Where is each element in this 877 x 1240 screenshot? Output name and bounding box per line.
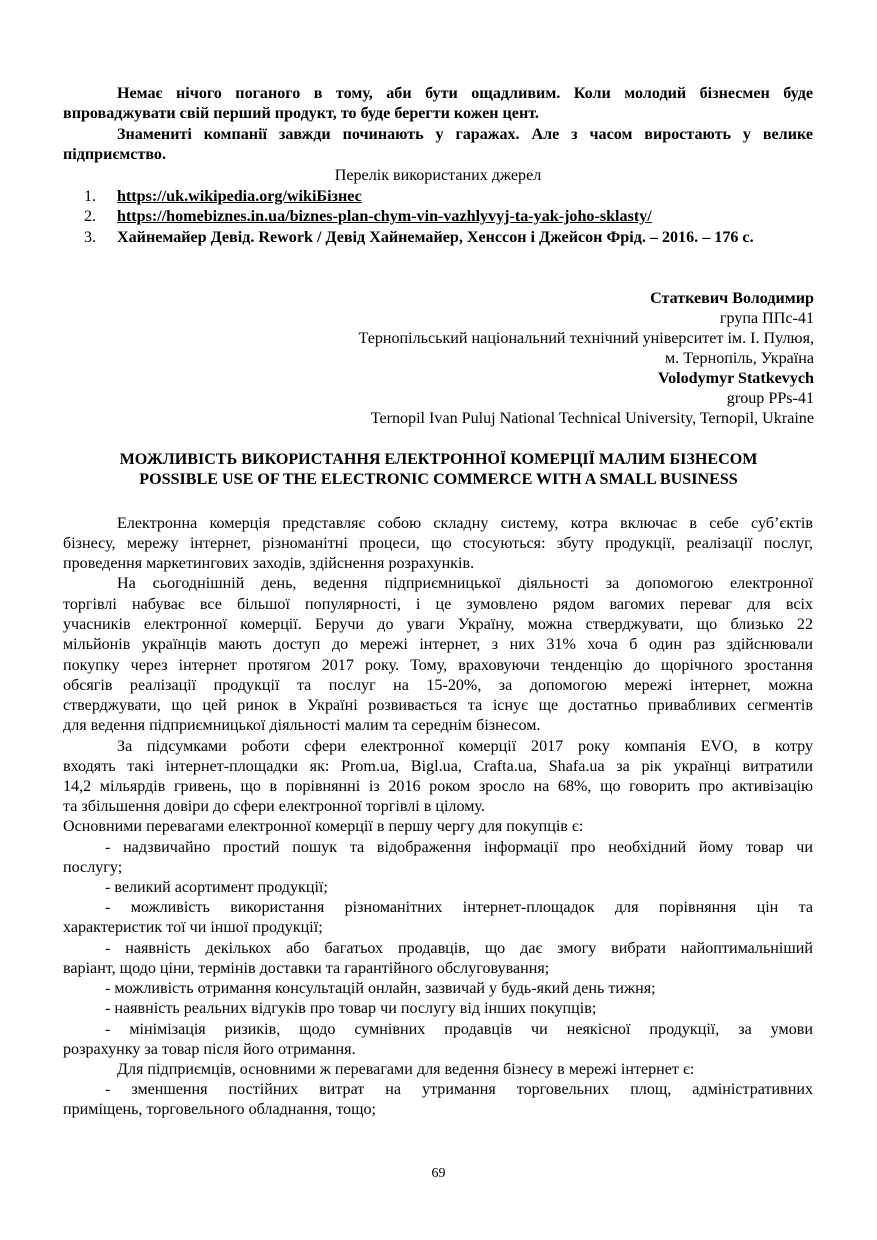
body-line: та збільшення довіри до сфери електронної торгівлі в цілому. — [63, 798, 485, 815]
body-line: бізнесу, мережу інтернет, різноманітні процеси, що стосуються: збуту продукції, реалізації послуг, — [63, 535, 813, 552]
list-item: - можливість отримання консультацій онлайн, зазвичай у будь-який день тижня; — [105, 980, 656, 997]
body-line: проведення маркетингових заходів, здійснення розрахунків. — [63, 555, 475, 572]
body-line: мільйонів українців мають доступ до мережі інтернет, з них 31% хоча б один раз здійснювали — [63, 636, 813, 653]
source-number-3: 3. — [84, 229, 97, 246]
author-university-en: Ternopil Ivan Puluj National Technical University, Ternopil, Ukraine — [370, 410, 814, 427]
source-text-3: Хайнемайер Девід. Rework / Девід Хайнемайер, Хенссон і Джейсон Фрід. – 2016. – 176 с. — [117, 229, 754, 246]
source-link-1[interactable]: https://uk.wikipedia.org/wikiБізнес — [117, 188, 362, 205]
page-number: 69 — [431, 1166, 446, 1181]
list-item: - зменшення постійних витрат на утримання торговельних площ, адміністративних — [105, 1081, 813, 1098]
body-line: характеристик тої чи іншої продукції; — [63, 919, 323, 936]
author-group-ua: група ППс-41 — [719, 310, 814, 327]
article-title-en: POSSIBLE USE OF THE ELECTRONIC COMMERCE WITH A SMALL BUSINESS — [139, 471, 738, 488]
author-name-ua: Статкевич Володимир — [650, 290, 814, 307]
list-item: - надзвичайно простий пошук та відображення інформації про необхідний йому товар чи — [105, 839, 813, 856]
body-line: На сьогоднішній день, ведення підприємницької діяльності за допомогою електронної — [117, 575, 813, 592]
article-title-ua: МОЖЛИВІСТЬ ВИКОРИСТАННЯ ЕЛЕКТРОННОЇ КОМЕРЦІЇ МАЛИМ БІЗНЕСОМ — [119, 451, 758, 468]
sources-heading: Перелік використаних джерел — [334, 167, 542, 184]
body-line: 14,2 мільярдів гривень, що в порівнянні із 2016 роком зросло на 68%, що говорить про активізацію — [63, 778, 813, 795]
author-name-en: Volodymyr Statkevych — [657, 370, 814, 387]
body-line: Основними перевагами електронної комерції в першу чергу для покупців є: — [63, 818, 584, 835]
author-city-ua: м. Тернопіль, Україна — [664, 350, 814, 367]
intro-p2-line2: підприємство. — [63, 146, 166, 163]
body-line: торгівлі набуває все більшої популярності, і це зумовлено рядом вагомих переваг для всіх — [63, 596, 813, 613]
body-line: Для підприємців, основними ж перевагами для ведення бізнесу в мережі інтернет є: — [117, 1061, 695, 1078]
list-item: - наявність реальних відгуків про товар чи послугу від інших покупців; — [105, 1000, 597, 1017]
intro-p2-line1: Знамениті компанії завжди починають у гаражах. Але з часом виростають у велике — [117, 126, 813, 143]
body-line: розрахунку за товар після його отримання. — [63, 1041, 356, 1058]
body-line: для ведення підприємницької діяльності малим та середнім бізнесом. — [63, 717, 541, 734]
body-line: стверджувати, що цей ринок в Україні розвивається та існує ще достатньо привабливих сегментів — [63, 697, 813, 714]
body-line: послугу; — [63, 859, 123, 876]
body-line: За підсумками роботи сфери електронної комерції 2017 року компанія EVO, в котру — [117, 738, 813, 755]
body-line: Електронна комерція представляє собою складну систему, котра включає в себе суб’єктів — [117, 515, 813, 532]
list-item: - можливість використання різноманітних інтернет-площадок для порівняння цін та — [105, 899, 813, 916]
body-line: учасників електронної комерції. Беручи до уваги Україну, можна стверджувати, що близько 22 — [63, 616, 813, 633]
body-line: варіант, щодо ціни, термінів доставки та гарантійного обслуговування; — [63, 960, 550, 977]
list-item: - мінімізація ризиків, щодо сумнівних продавців чи неякісної продукції, за умови — [105, 1021, 813, 1038]
source-number-1: 1. — [84, 188, 97, 205]
intro-p1-line2: впроваджувати свій перший продукт, то буде берегти кожен цент. — [63, 105, 539, 122]
author-group-en: group PPs-41 — [726, 390, 814, 407]
author-university-ua: Тернопільський національний технічний університет ім. І. Пулюя, — [358, 330, 814, 347]
body-line: обсягів реалізації продукції та послуг на 15-20%, за допомогою мережі інтернет, можна — [63, 677, 813, 694]
list-item: - великий асортимент продукції; — [105, 879, 328, 896]
body-line: входять такі інтернет-площадки як: Prom.ua, Bigl.ua, Crafta.ua, Shafa.ua за рік українці витратили — [63, 758, 813, 775]
body-line: приміщень, торговельного обладнання, тощо; — [63, 1101, 376, 1118]
list-item: - наявність декількох або багатьох продавців, що дає змогу вибрати найоптимальніший — [105, 940, 813, 957]
intro-p1-line1: Немає нічого поганого в тому, аби бути ощадливим. Коли молодий бізнесмен буде — [117, 85, 813, 102]
source-number-2: 2. — [84, 208, 97, 225]
source-link-2[interactable]: https://homebiznes.in.ua/biznes-plan-chym-vin-vazhlyvyj-ta-yak-joho-sklasty/ — [117, 208, 652, 225]
body-line: покупку через інтернет протягом 2017 року. Тому, враховуючи тенденцію до щорічного зростання — [63, 657, 813, 674]
